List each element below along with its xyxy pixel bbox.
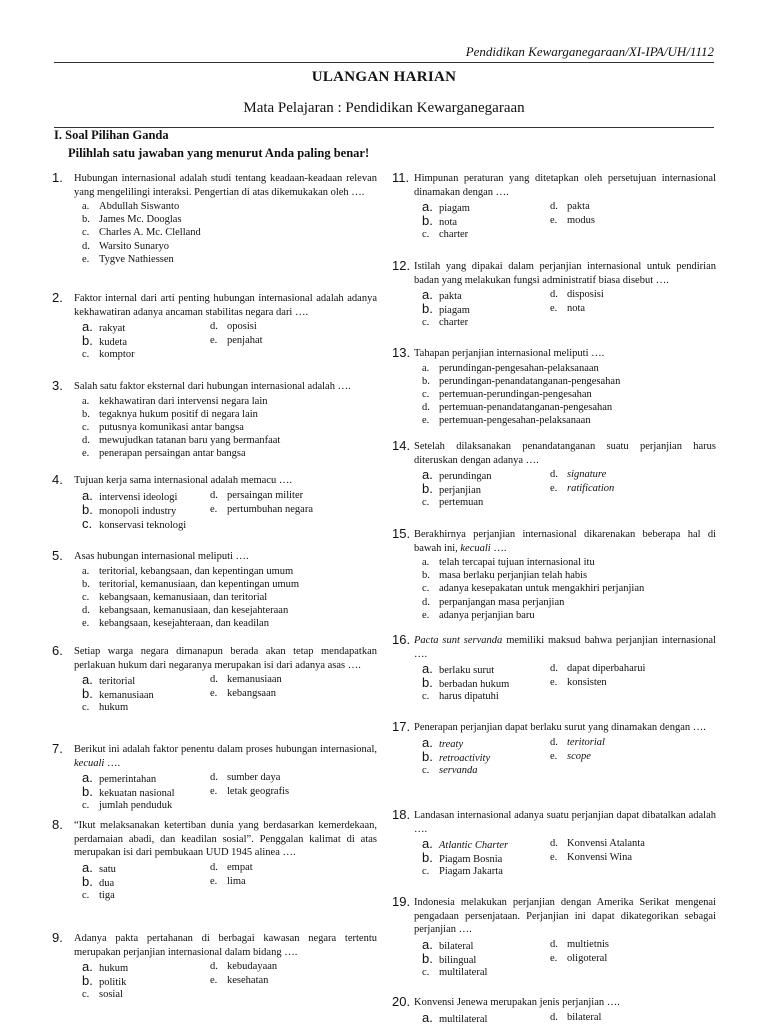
question-stem: Landasan internasional adanya suatu perjanjian dapat dibatalkan adalah …. [414, 809, 716, 836]
option-e[interactable]: e. penerapan persaingan antar bangsa [82, 447, 377, 460]
section-title: I. Soal Pilihan Ganda [54, 128, 169, 143]
options [422, 362, 716, 428]
option-c[interactable]: c. tiga [82, 889, 115, 903]
option-d[interactable]: d. pakta [550, 200, 590, 214]
option-c[interactable]: c. komptor [82, 348, 135, 362]
option-c[interactable]: c. Piagam Jakarta [422, 865, 503, 879]
question-18 [392, 809, 716, 879]
option-b[interactable]: b. Piagam Bosnia [422, 851, 502, 867]
option-b[interactable]: b. bilingual [422, 952, 476, 968]
option-b[interactable]: b. masa berlaku perjanjian telah habis [422, 569, 716, 582]
option-d[interactable]: d. oposisi [210, 320, 257, 334]
question-stem: Tujuan kerja sama internasional adalah memacu …. [74, 474, 377, 488]
question-stem: “Ikut melaksanakan ketertiban dunia yang berdasarkan kemerdekaan, perdamaian abadi, dan keadilan sosial”. Penggalan kalimat di atas merupakan isi dari pembukaan UUD 1945 alinea …. [74, 819, 377, 860]
option-a[interactable]: a. treaty [422, 736, 463, 752]
option-c[interactable]: c. konservasi teknologi [82, 517, 186, 533]
question-number: 5. [52, 549, 63, 563]
option-b[interactable]: b. nota [422, 214, 457, 230]
option-c[interactable]: c. adanya kesepakatan untuk mengakhiri perjanjian [422, 582, 716, 595]
question-11 [392, 172, 716, 242]
option-c[interactable]: c. servanda [422, 764, 478, 778]
option-d[interactable]: d. kemanusiaan [210, 673, 282, 687]
option-b[interactable]: b. teritorial, kemanusiaan, dan kepentingan umum [82, 578, 377, 591]
question-number: 19. [392, 895, 410, 909]
option-e[interactable]: e. kebangsaan, kesejahteraan, dan keadilan [82, 617, 377, 630]
option-d[interactable]: d. empat [210, 861, 253, 875]
question-stem: Himpunan peraturan yang ditetapkan oleh persetujuan internasional dinamakan dengan …. [414, 172, 716, 199]
question-number: 13. [392, 346, 410, 360]
question-number: 15. [392, 527, 410, 541]
options [82, 771, 377, 809]
option-e[interactable]: e. kebangsaan [210, 687, 276, 701]
question-6 [52, 645, 377, 715]
option-d[interactable]: d. bilateral [550, 1011, 601, 1025]
option-a[interactable]: a. berlaku surut [422, 662, 494, 678]
question-3 [52, 380, 377, 460]
option-b[interactable]: b. kemanusiaan [82, 687, 154, 703]
question-stem: Konvensi Jenewa merupakan jenis perjanjian …. [414, 996, 716, 1010]
question-stem: Berakhirnya perjanjian internasional dikarenakan beberapa hal di bawah ini, kecuali …. [414, 528, 716, 555]
option-e[interactable]: e. Tygve Nathiessen [82, 253, 377, 266]
option-a[interactable]: a. perundingan [422, 468, 492, 484]
option-c[interactable]: c. Charles A. Mc. Clelland [82, 226, 377, 239]
question-number: 18. [392, 808, 410, 822]
option-d[interactable]: d. Konvensi Atalanta [550, 837, 645, 851]
question-number: 14. [392, 439, 410, 453]
option-e[interactable]: e. modus [550, 214, 595, 228]
option-c[interactable]: c. putusnya komunikasi antar bangsa [82, 421, 377, 434]
options [82, 673, 377, 715]
option-d[interactable]: d. dapat diperbaharui [550, 662, 645, 676]
question-stem: Penerapan perjanjian dapat berlaku surut yang dinamakan dengan …. [414, 721, 716, 735]
question-5 [52, 550, 377, 630]
options [422, 468, 716, 510]
question-number: 6. [52, 644, 63, 658]
option-c[interactable]: c. pertemuan [422, 496, 483, 510]
question-stem: Adanya pakta pertahanan di berbagai kawasan negara tertentu merupakan perjanjian internasional dalam bidang …. [74, 932, 377, 959]
question-stem: Faktor internal dari arti penting hubungan internasional adalah adanya kekhawatiran adanya ancaman stabilitas negara dari …. [74, 292, 377, 319]
option-b[interactable]: b. dua [82, 875, 114, 891]
question-stem: Indonesia melakukan perjanjian dengan Amerika Serikat mengenai pengadaan persenjataan. Perjanjian ini dapat dikategorikan sebagai perjanjian …. [414, 896, 716, 937]
option-e[interactable]: e. penjahat [210, 334, 263, 348]
page-title: ULANGAN HARIAN [0, 69, 768, 86]
question-20 [392, 996, 716, 1025]
option-b[interactable]: b. kudeta [82, 334, 127, 350]
question-7 [52, 743, 377, 809]
option-a[interactable]: a. Atlantic Charter [422, 837, 508, 853]
option-a[interactable]: a. bilateral [422, 938, 473, 954]
option-c[interactable]: c. jumlah penduduk [82, 799, 172, 813]
question-15 [392, 528, 716, 622]
option-e[interactable]: e. lima [210, 875, 246, 889]
options [422, 837, 716, 879]
option-b[interactable]: b. perundingan-penandatanganan-pengesahan [422, 375, 716, 388]
option-a[interactable]: a. perundingan-pengesahan-pelaksanaan [422, 362, 716, 375]
option-e[interactable]: e. scope [550, 750, 591, 764]
option-a[interactable]: a. pakta [422, 288, 462, 304]
subject-line: Mata Pelajaran : Pendidikan Kewarganegaraan [0, 100, 768, 117]
question-14 [392, 440, 716, 510]
option-d[interactable]: d. Warsito Sunaryo [82, 240, 377, 253]
option-d[interactable]: d. persaingan militer [210, 489, 303, 503]
option-d[interactable]: d. pertemuan-penandatanganan-pengesahan [422, 401, 716, 414]
question-number: 16. [392, 633, 410, 647]
option-b[interactable]: b. James Mc. Dooglas [82, 213, 377, 226]
options [422, 288, 716, 330]
option-a[interactable]: a. pemerintahan [82, 771, 156, 787]
question-number: 12. [392, 259, 410, 273]
option-d[interactable]: d. multietnis [550, 938, 609, 952]
option-c[interactable]: c. pertemuan-perundingan-pengesahan [422, 388, 716, 401]
instruction: Pilihlah satu jawaban yang menurut Anda paling benar! [68, 146, 369, 161]
question-number: 8. [52, 818, 63, 832]
question-number: 11. [392, 171, 409, 185]
option-e[interactable]: e. oligoteral [550, 952, 607, 966]
option-e[interactable]: e. letak geografis [210, 785, 289, 799]
question-stem: Salah satu faktor eksternal dari hubungan internasional adalah …. [74, 380, 377, 394]
question-stem: Pacta sunt servanda memiliki maksud bahwa perjanjian internasional …. [414, 634, 716, 661]
option-a[interactable]: a. Abdullah Siswanto [82, 200, 377, 213]
option-c[interactable]: c. kebangsaan, kemanusiaan, dan teritorial [82, 591, 377, 604]
question-number: 9. [52, 931, 63, 945]
option-a[interactable]: a. rakyat [82, 320, 125, 336]
option-a[interactable]: a. satu [82, 861, 116, 877]
question-stem: Tahapan perjanjian internasional meliputi …. [414, 347, 716, 361]
option-d[interactable]: d. sumber daya [210, 771, 280, 785]
question-stem: Asas hubungan internasional meliputi …. [74, 550, 377, 564]
option-c[interactable]: c. charter [422, 316, 468, 330]
question-9 [52, 932, 377, 1002]
question-number: 2. [52, 291, 63, 305]
question-8 [52, 819, 377, 903]
option-b[interactable]: b. politik [82, 974, 126, 990]
option-b[interactable]: b. perjanjian [422, 482, 481, 498]
option-b[interactable]: b. retroactivity [422, 750, 490, 766]
header-code: Pendidikan Kewarganegaraan/XI-IPA/UH/1112 [466, 44, 714, 60]
option-c[interactable]: c. charter [422, 228, 468, 242]
option-b[interactable]: b. berbadan hukum [422, 676, 509, 692]
option-a[interactable]: a. teritorial [82, 673, 135, 689]
option-c[interactable]: c. hukum [82, 701, 128, 715]
options [82, 200, 377, 266]
option-d[interactable]: d. mewujudkan tatanan baru yang bermanfaat [82, 434, 377, 447]
question-number: 20. [392, 995, 410, 1009]
option-b[interactable]: b. piagam [422, 302, 470, 318]
option-d[interactable]: d. perpanjangan masa perjanjian [422, 596, 716, 609]
options [82, 565, 377, 631]
options [422, 662, 716, 704]
options [82, 960, 377, 1002]
options [422, 938, 716, 980]
option-a[interactable]: a. intervensi ideologi [82, 489, 177, 505]
options [422, 556, 716, 622]
question-stem: Berikut ini adalah faktor penentu dalam proses hubungan internasional, kecuali …. [74, 743, 377, 770]
option-b[interactable]: b. tegaknya hukum positif di negara lain [82, 408, 377, 421]
option-d[interactable]: d. kebangsaan, kemanusiaan, dan kesejahteraan [82, 604, 377, 617]
option-e[interactable]: e. kesehatan [210, 974, 268, 988]
option-b[interactable]: b. monopoli industry [82, 503, 176, 519]
option-c[interactable]: c. sosial [82, 988, 123, 1002]
options [82, 861, 377, 903]
question-number: 17. [392, 720, 410, 734]
question-stem: Hubungan internasional adalah studi tentang keadaan-keadaan relevan yang mengelilingi interaksi. Pengertian di atas dikemukakan oleh …. [74, 172, 377, 199]
option-a[interactable]: a. telah tercapai tujuan internasional itu [422, 556, 716, 569]
question-1 [52, 172, 377, 266]
question-number: 7. [52, 742, 63, 756]
question-13 [392, 347, 716, 427]
header-rule [54, 62, 714, 63]
question-number: 1. [52, 171, 63, 185]
option-d[interactable]: d. disposisi [550, 288, 604, 302]
option-a[interactable]: a. hukum [82, 960, 128, 976]
options [422, 736, 716, 778]
option-c[interactable]: c. harus dipatuhi [422, 690, 499, 704]
option-d[interactable]: d. kebudayaan [210, 960, 277, 974]
options [82, 320, 377, 362]
question-12 [392, 260, 716, 330]
option-e[interactable]: e. ratification [550, 482, 614, 496]
question-stem: Istilah yang dipakai dalam perjanjian internasional untuk pendirian badan yang melakukan fungsi administratif biasa disebut …. [414, 260, 716, 287]
option-e[interactable]: e. Konvensi Wina [550, 851, 632, 865]
question-2 [52, 292, 377, 362]
question-17 [392, 721, 716, 778]
question-number: 3. [52, 379, 63, 393]
question-19 [392, 896, 716, 980]
question-stem: Setiap warga negara dimanapun berada akan tetap mendapatkan perlakuan hukum dari negaranya merupakan isi dari adanya asas …. [74, 645, 377, 672]
option-a[interactable]: a. teritorial, kebangsaan, dan kepentingan umum [82, 565, 377, 578]
options [82, 489, 377, 531]
question-4 [52, 474, 377, 531]
option-b[interactable]: b. kekuatan nasional [82, 785, 175, 801]
option-e[interactable]: e. pertumbuhan negara [210, 503, 313, 517]
options [422, 200, 716, 242]
option-c[interactable]: c. multilateral [422, 966, 487, 980]
question-number: 4. [52, 473, 63, 487]
question-stem: Setelah dilaksanakan penandatanganan suatu perjanjian harus diteruskan dengan adanya …. [414, 440, 716, 467]
option-e[interactable]: e. pertemuan-pengesahan-pelaksanaan [422, 414, 716, 427]
option-d[interactable]: d. teritorial [550, 736, 605, 750]
option-a[interactable]: a. kekhawatiran dari intervensi negara lain [82, 395, 377, 408]
option-e[interactable]: e. konsisten [550, 676, 607, 690]
option-a[interactable]: a. multilateral [422, 1011, 487, 1026]
options [422, 1011, 716, 1025]
option-a[interactable]: a. piagam [422, 200, 470, 216]
option-e[interactable]: e. adanya perjanjian baru [422, 609, 716, 622]
options [82, 395, 377, 461]
option-e[interactable]: e. nota [550, 302, 585, 316]
option-d[interactable]: d. signature [550, 468, 606, 482]
question-16 [392, 634, 716, 704]
